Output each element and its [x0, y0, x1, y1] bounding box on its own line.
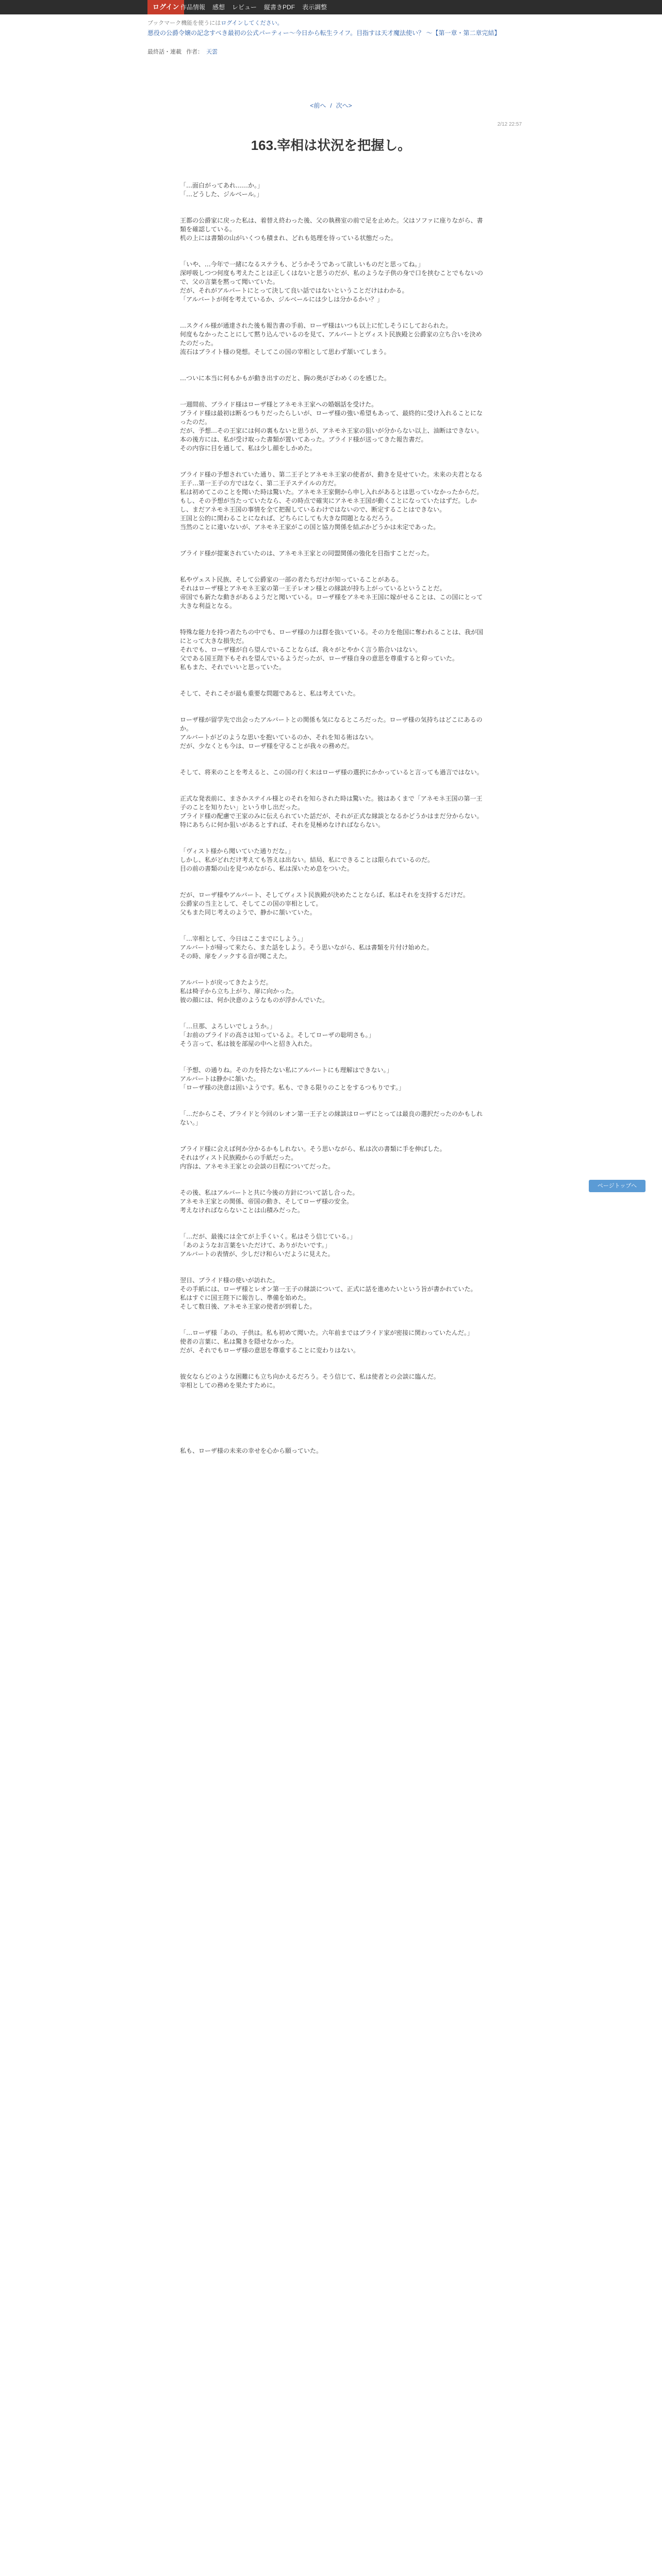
body-paragraph: 「ヴィスト様から聞いていた通りだな。」 しかし、私がどれだけ考えても答えは出ない。結局、私にできることは限られているのだ。 目の前の書類の山を見つめながら、私は深いため息をついた。 [180, 848, 434, 872]
body-paragraph: ブライド様が提案されていたのは、アネモネ王家との同盟関係の強化を目指すことだった。 [180, 550, 434, 557]
body-paragraph: アルバートが戻ってきたようだ。 私は椅子から立ち上がり、扉に向かった。 彼の顔には、何か決意のようなものが浮かんでいた。 [180, 979, 329, 1004]
nav-item[interactable]: レビュー [232, 4, 257, 11]
body-paragraph: 彼女ならどのような困難にも立ち向かえるだろう。そう信じて、私は使者との会談に臨んだ。 宰相としての務めを果たすために。 [180, 1373, 440, 1389]
chapter-title: 163.宰相は状況を把握し。 [251, 138, 411, 153]
body-paragraph: 「…だからこそ、ブライドと今回のレオン第一王子との縁談はローザにとっては最良の選択だったのかもしれない。」 [180, 1110, 483, 1126]
body-paragraph: そして、それこそが最も重要な問題であると、私は考えていた。 [180, 690, 359, 697]
nav-item[interactable]: 縦書きPDF [264, 4, 295, 11]
body-paragraph: 「予想、の通りね。その力を持たない私にアルバートにも理解はできない。」 アルバートは静かに頷いた。 「ローザ様の決意は固いようです。私も、できる限りのことをするつもりです。」 [180, 1066, 405, 1091]
login-link[interactable]: ログインしてください。 [221, 20, 283, 26]
body-paragraph: 特殊な能力を持つ者たちの中でも、ローザ様の力は群を抜いている。その力を他国に奪われることは、我が国にとって大きな損失だ。 それでも、ローザ様が自ら望んでいることならば、我々がとやかく言う筋合いはない。 父である国王陛下もそれを望んでいるようだったが、ローザ様自身の意思を尊重すると仰っていた。 私もまた、それでいいと思っていた。 [180, 629, 484, 671]
nav-item[interactable]: 作品情報 [180, 4, 206, 11]
publish-date: 2/12 22:57 [497, 122, 522, 127]
body-paragraph: ローザ様が留学先で出会ったアルバートとの関係も気になるところだった。ローザ様の気持ちはどこにあるのか。 アルバートがどのような思いを抱いているのか、それを知る術はない。 だが、少なくとも今は、ローザ様を守ることが我々の務めだ。 [180, 716, 483, 750]
body-ending: 私も、ローザ様の未来の幸せを心から願っていた。 [180, 1447, 323, 1454]
body-paragraph: 一週間前、ブライド様はローザ様とアネモネ王家への婚姻話を受けた。 ブライド様は最初は断るつもりだったらしいが、ローザ様の強い希望もあって、最終的に受け入れることになったのだ。 だが、予想…その王家には何の裏もないと思うが、アネモネ王家の狙いが分からない以上、油断はできない。 本の後方には、私が受け取った書類が置いてあった。ブライド様が送ってきた報告書だ。 その内容に目を通して、私は少し顔をしかめた。 [180, 401, 483, 452]
body-paragraph: 「…旦那、よろしいでしょうか。」 「お前のプライドの高さは知っているよ。そしてローザの聡明さも。」 そう言って、私は彼を部屋の中へと招き入れた。 [180, 1023, 375, 1047]
author-link[interactable]: 天雲 [206, 49, 218, 55]
body-paragraph: ブライド様の予想されていた通り、第二王子とアネモネ王家の使者が、動きを見せていた。未来の夫君となる王子…第一王子の方ではなく、第二王子ステイルの方だ。 私は初めてこのことを聞いた時は驚いた。アネモネ王家側から申し入れがあるとは思っていなかったからだ。 もし、その予想が当たっていたなら、その時点で確実にアネモネ王国が動くことになっていたはずだ。しかし、まだアネモネ王国の事情を全て把握しているわけではないので、断定することはできない。 王国と公的に関わることになれば、どちらにしても大きな問題となるだろう。 当然のことに違いないが、アネモネ王家がこの国と協力関係を結ぶかどうかは未定であった。 [180, 471, 483, 531]
body-paragraph: その後、私はアルバートと共に今後の方針について話し合った。 アネモネ王家との関係、帝国の動き、そしてローザ様の安全。 考えなければならないことは山積みだった。 [180, 1189, 359, 1214]
prev-chapter-link[interactable]: <前へ [310, 102, 326, 109]
body-paragraph: 私やヴェスト民族、そして公爵家の一部の者たちだけが知っていることがある。 それはローザ様とアネモネ王家の第一王子レオン様との縁談が持ち上がっているということだ。 帝国でも新たな動きがあるようだと聞いている。ローザ様をアネモネ王国に嫁がせることは、この国にとって大きな利益となる。 [180, 576, 483, 609]
author-label: 作者： [186, 49, 204, 55]
top-navbar [0, 0, 662, 14]
body-paragraph: 「…ローザ様「あの、子供は。私も初めて聞いた。六年前まではブライド家が密接に関わっていたんだ。」 使者の言葉に、私は驚きを隠せなかった。 だが、それでもローザ様の意思を尊重することに変わりはない。 [180, 1329, 474, 1354]
body-paragraph: …スクイル様が通達された後も報告書の手前、ローザ様はいつも以上に忙しそうにしておられた。 何度もなかったことにして黙り込んでいるのを見て、アルバートとヴィスト民族殿と公爵家の立ち合いを決めたのだった。 流石はブライト様の発想。そしてこの国の宰相として思わず頷いてしまう。 [180, 322, 482, 355]
bookmark-notice [147, 19, 283, 27]
page-top-button[interactable]: ページトップへ [589, 1180, 646, 1192]
chapter-body [180, 181, 484, 1473]
body-paragraph: 翌日、ブライド様の使いが訪れた。 その手紙には、ローザ様とレオン第一王子の縁談について、正式に話を進めたいという旨が書かれていた。 私はすぐに国王陛下に報告し、準備を始めた。 そして数日後、アネモネ王家の使者が到着した。 [180, 1277, 477, 1310]
body-paragraph: 王都の公爵家に戻った私は、着替え終わった後、父の執務室の前で足を止めた。父はソファに座りながら、書類を確認している。 机の上には書類の山がいくつも積まれ、どれも処理を待っている状態だった。 [180, 217, 483, 242]
notice-prefix: ブックマーク機能を使うには [147, 20, 221, 26]
body-paragraph: …ついに本当に何もかもが動き出すのだと、胸の奥がざわめくのを感じた。 [180, 375, 391, 382]
body-paragraph: 「…宰相として、今日はここまでにしよう。」 アルバートが帰って来たら、また話をしよう。そう思いながら、私は書類を片付け始めた。 その時、扉をノックする音が聞こえた。 [180, 935, 433, 960]
body-paragraph: ブライド様に会えば何か分かるかもしれない。そう思いながら、私は次の書類に手を伸ばした。 それはヴィスト民族殿からの手紙だった。 内容は、アネモネ王家との会談の日程についてだった。 [180, 1145, 446, 1170]
chapter-nav-top: <前へ / 次へ> [310, 102, 352, 109]
body-paragraph: 「…面白がってあれ……か。」 「…どうした、ジルベール。」 [180, 182, 264, 198]
body-paragraph: 「いや、…今年で一緒になるステラも、どうかそうであって欲しいものだと思ってね。」 深呼吸しつつ何度も考えたことは正しくはないと思うのだが、私のような子供の身で口を挟むことでもないので、父の言葉を黙って聞いていた。 だが、それがアルバートにとって決して良い話ではないということだけはわかる。 「アルバートが何を考えているか、ジルベールには少しは分かるかい？」 [180, 261, 484, 303]
body-paragraph: そして、将来のことを考えると、この国の行く末はローザ様の選択にかかっていると言っても過言ではない。 [180, 769, 483, 776]
nav-item[interactable]: 表示調整 [302, 4, 327, 11]
body-paragraph: 正式な発表前に、まさかステイル様とのそれを知らされた時は驚いた。彼はあくまで「アネモネ王国の第一王子のことを知りたい」という申し出だった。 ブライド様の配慮で王家のみに伝えられていた話だが、それが正式な縁談となるかどうかはまだ分からない。 特にあちらに何か狙いがあるとすれば、それを見極めなければならない。 [180, 795, 483, 828]
body-paragraph: 「…だが、最後には全てが上手くいく。私はそう信じている。」 「あのようなお言葉をいただけて、ありがたいです。」 アルバートの表情が、少しだけ和らいだように見えた。 [180, 1233, 356, 1258]
novel-author [147, 47, 218, 56]
body-paragraph: だが、ローザ様やアルバート、そしてヴィスト民族殿が決めたことならば、私はそれを支持するだけだ。 公爵家の当主として、そしてこの国の宰相として。 父もまた同じ考えのようで、静かに頷いていた。 [180, 891, 469, 916]
nav-menu [180, 0, 334, 14]
next-chapter-link[interactable]: 次へ> [336, 102, 352, 109]
series-label[interactable]: 最終話・連載 [147, 49, 181, 55]
novel-title[interactable]: 悪役の公爵令嬢の記念すべき最初の公式パーティー～今日から転生ライフ。目指すは天才魔法使い？ ～【第一章・第二章完結】 [147, 29, 501, 37]
nav-item[interactable]: 感想 [212, 4, 225, 11]
login-button[interactable]: ログイン [147, 0, 184, 14]
